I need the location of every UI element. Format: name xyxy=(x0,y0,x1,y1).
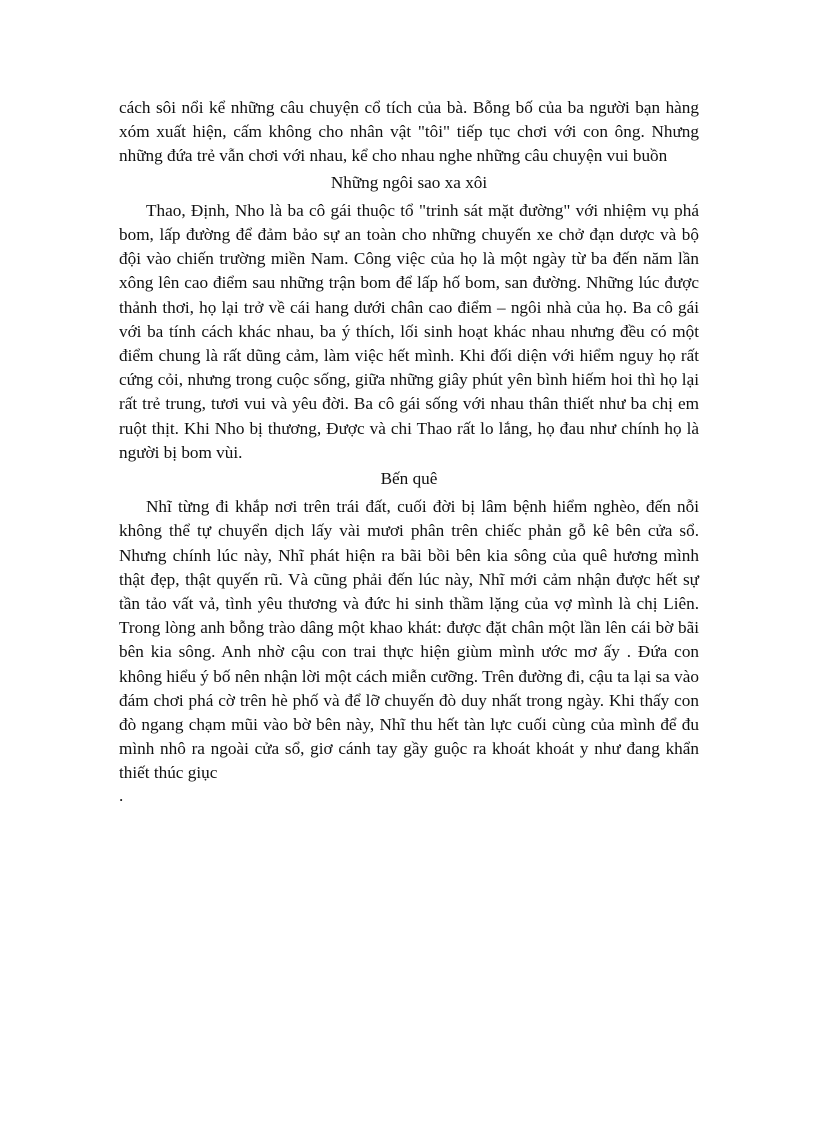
section-title-ben-que: Bến quê xyxy=(380,469,438,489)
section-paragraph-ben-que: Nhĩ từng đi khắp nơi trên trái đất, cuối đời bị lâm bệnh hiểm nghèo, đến nỗi không thể tự chuyển dịch lấy vài mươi phân trên chiếc phản gỗ kê bên cửa sổ. Nhưng chính lúc này, Nhĩ phát hiện ra bãi bồi bên kia sông của quê hương mình thật đẹp, thật quyến rũ. Và cũng phải đến lúc này, Nhĩ mới cảm nhận được hết sự tần tảo vất vả, tình yêu thương và đức hi sinh thầm lặng của vợ mình là chị Liên. Trong lòng anh bỗng trào dâng một khao khát: được đặt chân một lần lên cái bờ bãi bên kia sông. Anh nhờ cậu con trai thực hiện giùm mình ước mơ ấy . Đứa con không hiểu ý bố nên nhận lời một cách miễn cưỡng. Trên đường đi, cậu ta lại sa vào đám chơi phá cờ trên hè phố và để lỡ chuyến đò duy nhất trong ngày. Khi thấy con đò ngang chạm mũi vào bờ bên này, Nhĩ thu hết tàn lực cuối cùng của mình để đu mình nhô ra ngoài cửa sổ, giơ cánh tay gầy guộc ra khoát khoát y như đang khẩn thiết thúc giục xyxy=(119,497,699,783)
section-title-nhung-ngoi-sao-xa-xoi: Những ngôi sao xa xôi xyxy=(330,172,488,192)
document-page xyxy=(119,96,699,806)
section-paragraph-nhung-ngoi-sao-xa-xoi: Thao, Định, Nho là ba cô gái thuộc tổ "trinh sát mặt đường" với nhiệm vụ phá bom, lấp đường để đảm bảo sự an toàn cho những chuyến xe chở đạn dược và bộ đội vào chiến trường miền Nam. Công việc của họ là một ngày từ ba đến năm lần xông lên cao điểm sau những trận bom để lấp hố bom, san đường. Những lúc được thảnh thơi, họ lại trở về cái hang dưới chân cao điểm – ngôi nhà của họ. Ba cô gái với ba tính cách khác nhau, ba ý thích, lối sinh hoạt khác nhau nhưng đều có một điểm chung là rất dũng cảm, làm việc hết mình. Khi đối diện với hiểm nguy họ rất cứng cỏi, nhưng trong cuộc sống, giữa những giây phút yên bình hiếm hoi thì họ lại rất trẻ trung, tươi vui và yêu đời. Ba cô gái sống với nhau thân thiết như ba chị em ruột thịt. Khi Nho bị thương, Được và chi Thao rất lo lắng, họ đau như chính họ là người bị bom vùi. xyxy=(119,200,699,462)
intro-paragraph: cách sôi nổi kể những câu chuyện cổ tích của bà. Bỗng bố của ba người bạn hàng xóm xuất hiện, cấm không cho nhân vật "tôi" tiếp tục chơi với con ông. Nhưng những đứa trẻ vẫn chơi với nhau, kể cho nhau nghe những câu chuyện vui buồn xyxy=(119,98,699,166)
trailing-period: . xyxy=(119,785,124,805)
